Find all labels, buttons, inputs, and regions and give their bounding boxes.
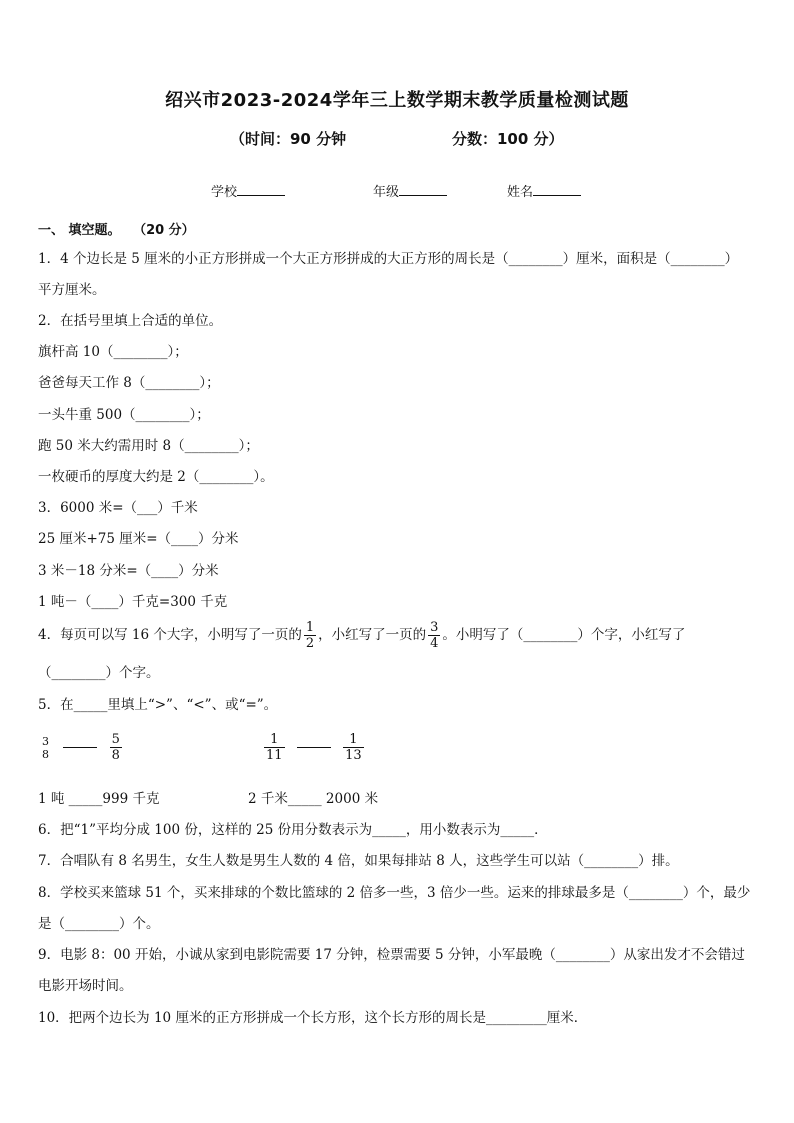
school-label: 学校 [211, 185, 238, 200]
grade-field[interactable] [373, 181, 447, 200]
name-field[interactable] [507, 181, 581, 200]
fraction [343, 732, 364, 763]
denominator: 2 [305, 636, 315, 651]
school-field[interactable] [211, 181, 285, 200]
q5-compare-1 [38, 732, 124, 763]
q4-text-c: 。小明写了（________）个字，小红写了 [442, 627, 686, 643]
page-title: 绍兴市2023-2024学年三上数学期末教学质量检测试题 [165, 90, 629, 111]
denominator: 13 [345, 748, 362, 763]
q2-item: 一枚硬币的厚度大约是 2（________）。 [38, 469, 274, 485]
fraction [304, 620, 316, 651]
q2-item: 跑 50 米大约需用时 8（________）； [38, 438, 259, 454]
section-points: （20 分） [133, 223, 195, 238]
q5-compare-3: 1 吨 _____999 千克 [38, 791, 160, 807]
section-label: 一、 填空题。 [38, 223, 121, 238]
compare-blank[interactable] [297, 747, 331, 748]
q7: 7．合唱队有 8 名男生，女生人数是男生人数的 4 倍，如果每排站 8 人，这些学生可以站（________）排。 [38, 853, 679, 869]
q2-item: 一头牛重 500（________）； [38, 407, 210, 423]
q4-line1 [38, 620, 685, 651]
q3-item: 3．6000 米=（___）千米 [38, 500, 198, 516]
q8-line1: 8．学校买来篮球 51 个，买来排球的个数比篮球的 2 倍多一些，3 倍少一些。运来的排球最多是（________）个，最少 [38, 885, 751, 901]
fraction [264, 732, 285, 763]
numerator: 3 [430, 620, 439, 635]
q5-stem: 5．在_____里填上“>”、“<”、或“=”。 [38, 697, 278, 713]
numerator: 1 [305, 620, 315, 635]
fraction [40, 735, 51, 761]
fraction [428, 620, 440, 651]
name-label: 姓名 [507, 185, 534, 200]
denominator: 4 [430, 636, 439, 651]
numerator: 5 [111, 732, 120, 747]
school-blank[interactable] [237, 183, 285, 196]
denominator: 8 [42, 747, 49, 761]
grade-blank[interactable] [399, 183, 447, 196]
compare-blank[interactable] [63, 747, 97, 748]
q6: 6．把“1”平均分成 100 份，这样的 25 份用分数表示为_____，用小数表示为_____． [38, 822, 548, 838]
name-blank[interactable] [533, 183, 581, 196]
q9-line1: 9．电影 8：00 开始，小诚从家到电影院需要 17 分钟，检票需要 5 分钟，小军最晚（________）从家出发才不会错过 [38, 947, 745, 963]
q2-stem: 2．在括号里填上合适的单位。 [38, 313, 223, 329]
time-info: （时间：90 分钟 [230, 130, 347, 148]
q1-line1: 1．4 个边长是 5 厘米的小正方形拼成一个大正方形拼成的大正方形的周长是（________）厘米，面积是（________） [38, 251, 739, 267]
score-info: 分数：100 分） [452, 130, 564, 148]
q2-item: 旗杆高 10（________）； [38, 344, 188, 360]
q4-text-a: 4．每页可以写 16 个大字，小明写了一页的 [38, 627, 302, 643]
numerator: 1 [343, 732, 364, 748]
q3-item: 1 吨－（____）千克=300 千克 [38, 594, 228, 610]
denominator: 8 [111, 748, 120, 763]
q8-line2: 是（________）个。 [38, 916, 160, 932]
q1-line2: 平方厘米。 [38, 282, 106, 298]
fraction [110, 732, 122, 763]
section-heading [38, 222, 195, 240]
grade-label: 年级 [373, 185, 400, 200]
numerator: 3 [42, 734, 49, 748]
q10: 10．把两个边长为 10 厘米的正方形拼成一个长方形，这个长方形的周长是_________厘米． [38, 1010, 588, 1026]
denominator: 11 [266, 748, 283, 763]
q4-line2: （________）个字。 [38, 665, 160, 681]
q5-compare-4: 2 千米_____ 2000 米 [248, 791, 379, 807]
q4-text-b: ，小红写了一页的 [318, 627, 427, 643]
q9-line2: 电影开场时间。 [38, 978, 133, 994]
q3-item: 3 米－18 分米=（____）分米 [38, 563, 219, 579]
q3-item: 25 厘米+75 厘米=（____）分米 [38, 531, 239, 547]
q2-item: 爸爸每天工作 8（________）； [38, 375, 220, 391]
numerator: 1 [264, 732, 285, 748]
q5-compare-2 [262, 732, 366, 763]
